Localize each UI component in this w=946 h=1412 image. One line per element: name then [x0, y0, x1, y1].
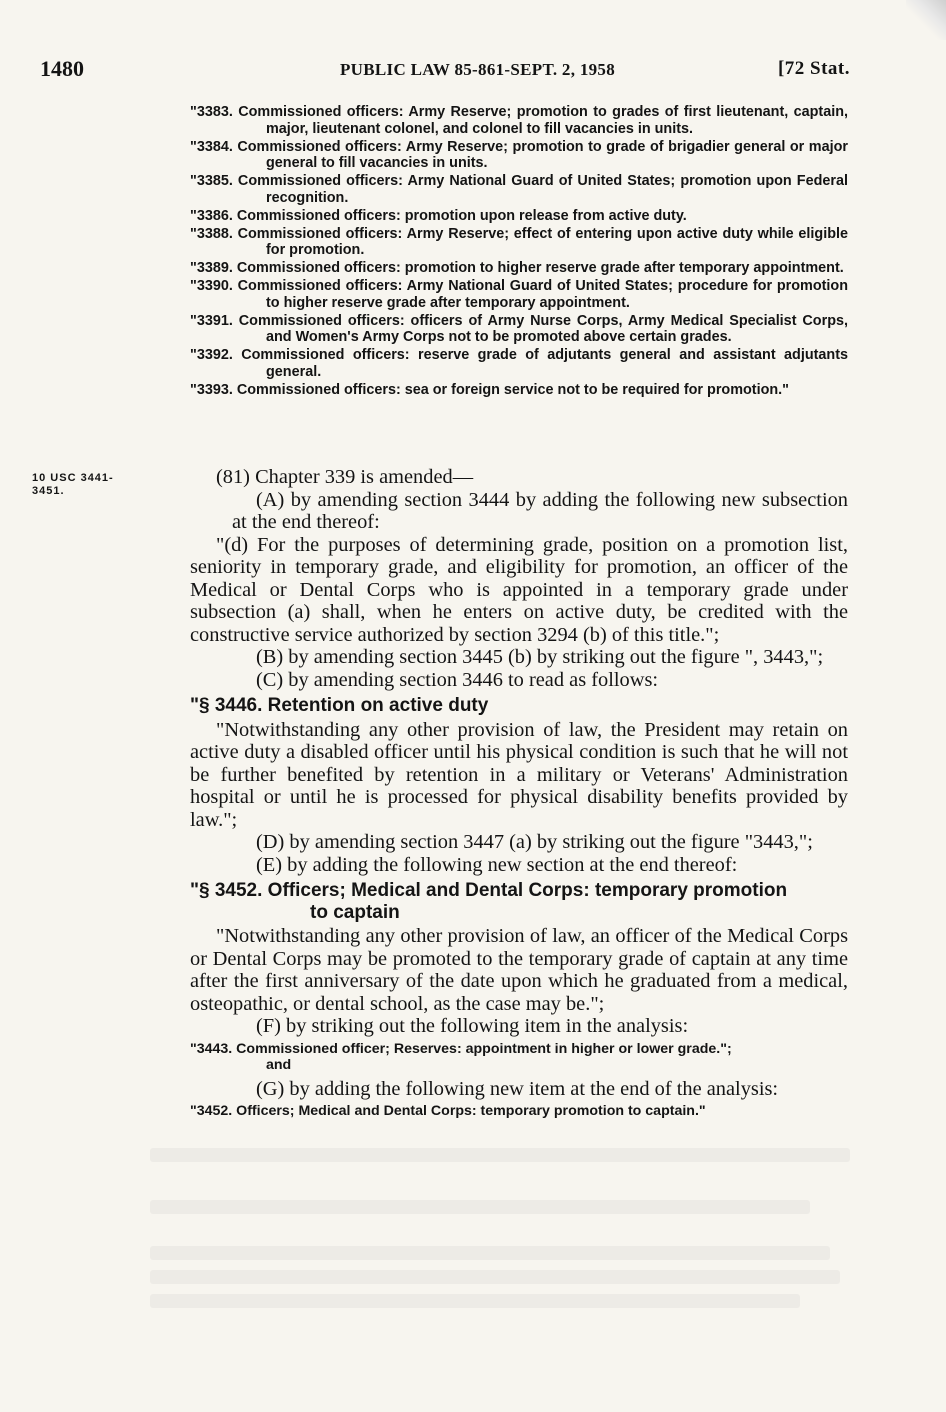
bleed-through-line	[150, 1246, 830, 1260]
amendment-item-b: (B) by amending section 3445 (b) by striking out the figure ", 3443,";	[256, 646, 824, 668]
analysis-item: "3385. Commissioned officers: Army National Guard of United States; promotion upon Federal recognition.	[190, 173, 848, 206]
amendment-item-d: (D) by amending section 3447 (a) by striking out the figure "3443,";	[256, 831, 813, 853]
section-3452-heading	[190, 880, 848, 923]
page-number: 1480	[40, 56, 84, 81]
bleed-through-line	[150, 1148, 850, 1162]
chapter-analysis-list	[190, 104, 848, 400]
section-3446-text: "Notwithstanding any other provision of law, the President may retain on active duty a disabled officer until his physical condition is such that he will not be further benefited by retention in a military or Veterans' Administration hospital or until he is processed for physical disability benefits provided by law.";	[190, 718, 848, 831]
struck-analysis-item-line: and	[266, 1057, 292, 1073]
amendment-item-a: (A) by amending section 3444 by adding the following new subsection at the end thereof:	[232, 488, 848, 533]
analysis-item: "3390. Commissioned officers: Army National Guard of United States; procedure for promotion to higher reserve grade after temporary appointment.	[190, 278, 848, 311]
section-3446-heading: "§ 3446. Retention on active duty	[190, 695, 489, 716]
page-corner-fold	[906, 0, 946, 40]
amendment-item-g: (G) by adding the following new item at the end of the analysis:	[256, 1077, 779, 1100]
bleed-through-line	[150, 1294, 800, 1308]
page-header	[40, 56, 850, 86]
margin-citation-line: 10 USC 3441-	[32, 472, 114, 484]
amendment-item-c: (C) by amending section 3446 to read as follows:	[256, 668, 659, 691]
margin-citation	[32, 472, 182, 498]
analysis-item: "3386. Commissioned officers: promotion upon release from active duty.	[190, 207, 687, 224]
amendment-item-f: (F) by striking out the following item in the analysis:	[256, 1015, 689, 1037]
running-title: PUBLIC LAW 85-861-SEPT. 2, 1958	[340, 60, 616, 79]
analysis-item: "3391. Commissioned officers: officers of Army Nurse Corps, Army Medical Specialist Corps, and Women's Army Corps not to be promoted above certain grades.	[190, 312, 848, 345]
quoted-subsection-d: "(d) For the purposes of determining grade, position on a promotion list, seniority in temporary grade, and eligibility for promotion, an officer of the Medical or Dental Corps who is appointed in a temporary grade under subsection (a) shall, when he enters on active duty, be credited with the constructive service authorized by section 3294 (b) of this title.";	[190, 533, 848, 646]
analysis-item: "3393. Commissioned officers: sea or foreign service not to be required for promotion."	[190, 381, 789, 398]
bleed-through-line	[150, 1270, 840, 1284]
analysis-item: "3389. Commissioned officers: promotion to higher reserve grade after temporary appointment.	[190, 260, 844, 276]
statute-reference: [72 Stat.	[777, 58, 850, 79]
analysis-item: "3392. Commissioned officers: reserve grade of adjutants general and assistant adjutants general.	[190, 347, 848, 380]
section-3452-text: "Notwithstanding any other provision of law, an officer of the Medical Corps or Dental Corps may be promoted to the temporary grade of captain at any time after the first anniversary of the date upon which he graduated from a medical, osteopathic, or dental school, as the case may be.";	[190, 925, 848, 1015]
added-analysis-item: "3452. Officers; Medical and Dental Corps: temporary promotion to captain."	[190, 1103, 706, 1119]
analysis-item: "3388. Commissioned officers: Army Reserve; effect of entering upon active duty while eligible for promotion.	[190, 225, 848, 258]
amendment-body	[190, 466, 848, 1124]
section-3452-heading-line: "§ 3452. Officers; Medical and Dental Corps: temporary promotion	[190, 880, 788, 901]
bleed-through-line	[150, 1200, 810, 1214]
section-3452-heading-line: to captain	[310, 901, 400, 923]
struck-analysis-item-line: "3443. Commissioned officer; Reserves: appointment in higher or lower grade.";	[190, 1040, 732, 1057]
struck-analysis-item	[190, 1041, 848, 1074]
analysis-item: "3384. Commissioned officers: Army Reserve; promotion to grade of brigadier general or major general to fill vacancies in units.	[190, 138, 848, 171]
amendment-item-81: (81) Chapter 339 is amended—	[216, 466, 474, 488]
margin-citation-line: 3451.	[32, 485, 65, 497]
analysis-item: "3383. Commissioned officers: Army Reserve; promotion to grades of first lieutenant, captain, major, lieutenant colonel, and colonel to fill vacancies in units.	[190, 104, 848, 137]
amendment-item-e: (E) by adding the following new section at the end thereof:	[256, 853, 738, 876]
